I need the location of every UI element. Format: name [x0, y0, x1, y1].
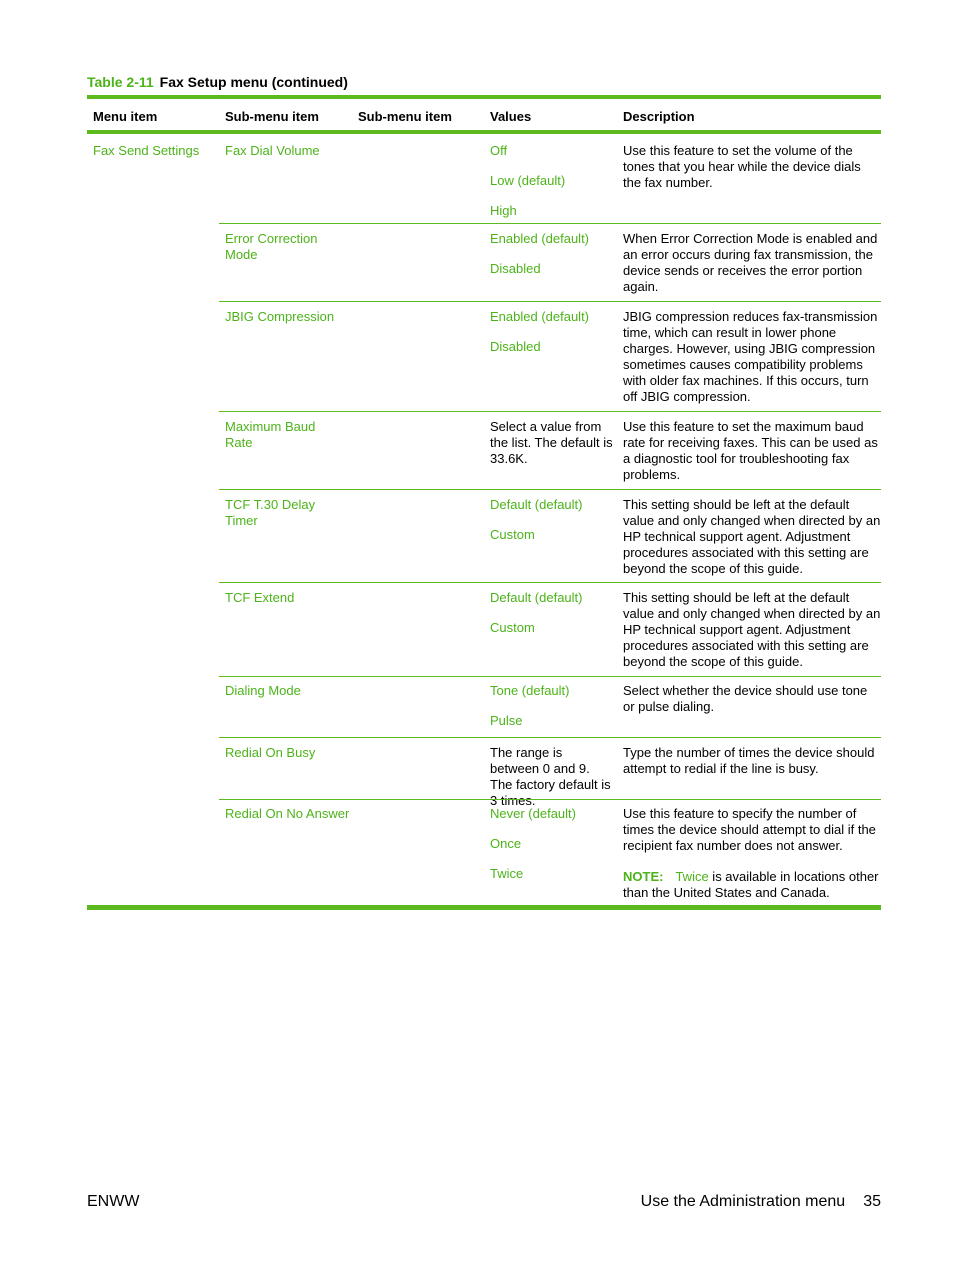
- table-caption: [87, 74, 348, 90]
- values-cell: [490, 683, 615, 729]
- value-link[interactable]: Tone (default): [490, 683, 570, 698]
- values-text: Select a value from the list. The default is 33.6K.: [490, 419, 613, 466]
- value-link[interactable]: Disabled: [490, 261, 541, 276]
- header-menu-item: Menu item: [93, 109, 158, 124]
- footer-section: Use the Administration menu: [640, 1193, 846, 1210]
- sub-menu-link[interactable]: Dialing Mode: [225, 683, 301, 698]
- values-cell: [490, 231, 615, 277]
- fax-setup-table: [87, 95, 881, 910]
- table-row: [219, 489, 881, 582]
- table-row: [219, 223, 881, 301]
- value-link[interactable]: Custom: [490, 620, 535, 635]
- note: [623, 869, 881, 901]
- description-cell: [623, 806, 881, 901]
- note-text: is available in locations other than the United States and Canada.: [623, 869, 879, 900]
- table-row: [219, 676, 881, 737]
- sub-menu-link[interactable]: Redial On Busy: [225, 745, 316, 760]
- value-link[interactable]: Off: [490, 143, 508, 158]
- values-cell: [490, 806, 615, 882]
- header-description: Description: [623, 109, 695, 124]
- table-row: [87, 134, 881, 223]
- table-number: Table 2-11: [87, 74, 154, 90]
- description-cell: Type the number of times the device should attempt to redial if the line is busy.: [623, 745, 875, 776]
- page-number: 35: [863, 1193, 881, 1210]
- description-cell: JBIG compression reduces fax-transmission time, which can result in lower phone charges. However, using JBIG compression sometimes causes compatibility problems with older fax machines. If this occurs, turn off JBIG compression.: [623, 309, 878, 404]
- sub-menu-link[interactable]: TCF Extend: [225, 590, 295, 605]
- description-cell: This setting should be left at the default value and only changed when directed by an HP technical support agent. Adjustment procedures associated with this setting are beyond the scope of this guide.: [623, 590, 881, 669]
- sub-menu-link[interactable]: TCF T.30 Delay Timer: [225, 497, 316, 528]
- value-link[interactable]: Default (default): [490, 497, 583, 512]
- sub-menu-link[interactable]: Error Correction Mode: [225, 231, 318, 262]
- sub-menu-link[interactable]: Redial On No Answer: [225, 806, 350, 821]
- values-cell: [490, 590, 615, 636]
- values-text: The range is between 0 and 9. The factory default is 3 times.: [490, 745, 611, 808]
- value-link[interactable]: Pulse: [490, 713, 523, 728]
- table-row: [219, 301, 881, 411]
- value-link[interactable]: Custom: [490, 527, 535, 542]
- table-row: [219, 411, 881, 489]
- sub-menu-link[interactable]: Fax Dial Volume: [225, 143, 320, 158]
- menu-item-link[interactable]: Fax Send Settings: [93, 143, 200, 158]
- note-label: NOTE:: [623, 869, 664, 884]
- description-cell: When Error Correction Mode is enabled and an error occurs during fax transmission, the device sends or receives the error portion again.: [623, 231, 878, 294]
- header-sub-menu-item-1: Sub-menu item: [225, 109, 319, 124]
- values-cell: [490, 309, 615, 355]
- table-row: [219, 737, 881, 808]
- footer-left: ENWW: [87, 1193, 140, 1210]
- description-cell: This setting should be left at the default value and only changed when directed by an HP technical support agent. Adjustment procedures associated with this setting are beyond the scope of this guide.: [623, 497, 881, 576]
- values-cell: [490, 143, 615, 219]
- header-sub-menu-item-2: Sub-menu item: [358, 109, 452, 124]
- values-cell: [490, 497, 615, 543]
- table-header: [87, 99, 881, 130]
- note-link[interactable]: Twice: [675, 869, 709, 884]
- value-link[interactable]: Default (default): [490, 590, 583, 605]
- table-title: Fax Setup menu (continued): [159, 74, 348, 90]
- sub-menu-link[interactable]: Maximum Baud Rate: [225, 419, 316, 450]
- value-link[interactable]: Enabled (default): [490, 309, 590, 324]
- sub-menu-link[interactable]: JBIG Compression: [225, 309, 335, 324]
- value-link[interactable]: Once: [490, 836, 522, 851]
- table-bottom-rule: [87, 905, 881, 910]
- description-cell: Use this feature to set the maximum baud rate for receiving faxes. This can be used as a diagnostic tool for troubleshooting fax problems.: [623, 419, 878, 482]
- description-cell: Select whether the device should use tone or pulse dialing.: [623, 683, 868, 714]
- table-row: [219, 799, 881, 905]
- header-values: Values: [490, 109, 532, 124]
- value-link[interactable]: Low (default): [490, 173, 566, 188]
- footer-right: [641, 1193, 881, 1211]
- table-row: [219, 582, 881, 676]
- value-link[interactable]: Twice: [490, 866, 524, 881]
- value-link[interactable]: Disabled: [490, 339, 541, 354]
- description-cell: Use this feature to set the volume of the tones that you hear while the device dials the fax number.: [623, 143, 861, 190]
- value-link[interactable]: Never (default): [490, 806, 576, 821]
- description-text: Use this feature to specify the number of times the device should attempt to dial if the recipient fax number does not answer.: [623, 806, 876, 853]
- value-link[interactable]: Enabled (default): [490, 231, 590, 246]
- value-link[interactable]: High: [490, 203, 517, 218]
